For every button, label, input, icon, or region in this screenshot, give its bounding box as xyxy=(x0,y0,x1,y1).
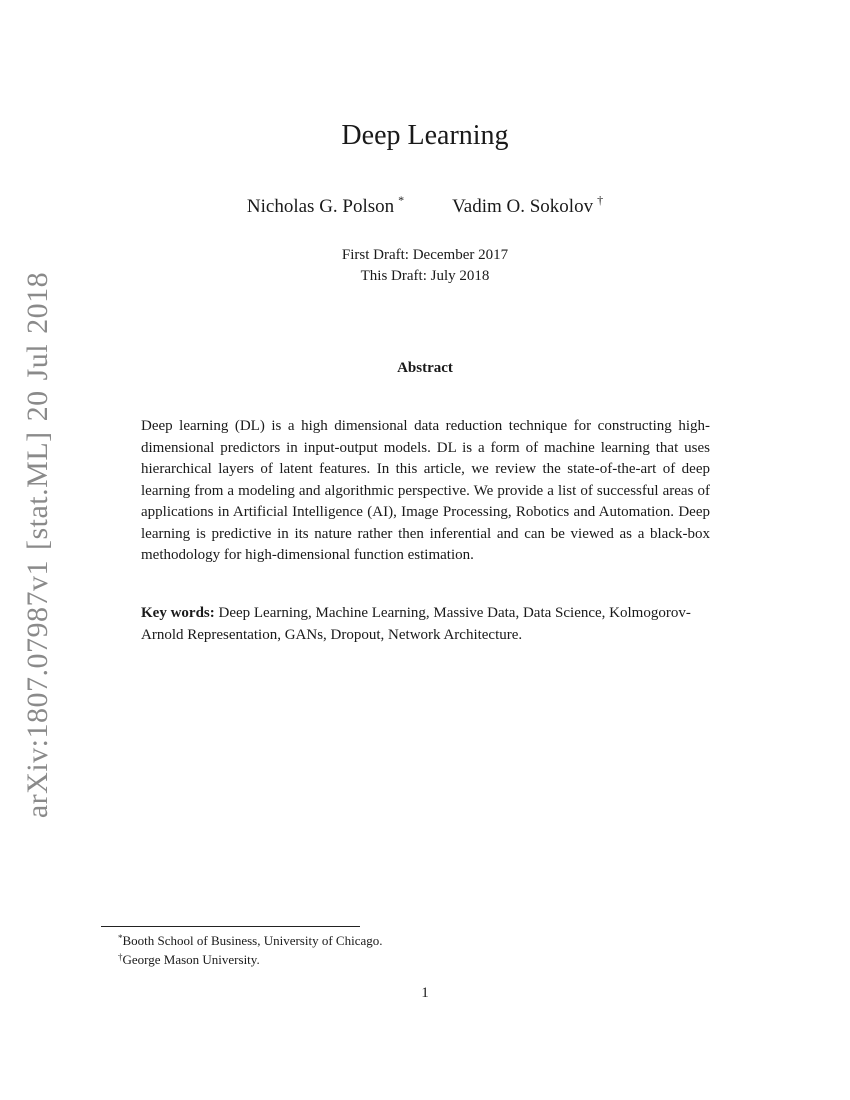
author-polson xyxy=(247,193,404,218)
footnote-text: George Mason University. xyxy=(122,952,260,967)
arxiv-identifier-stamp: arXiv:1807.07987v1 [stat.ML] 20 Jul 2018 xyxy=(21,271,54,819)
first-draft-date: First Draft: December 2017 xyxy=(341,247,509,263)
author-footnote-mark: * xyxy=(398,193,405,207)
footnote-text: Booth School of Business, University of Chicago. xyxy=(122,933,383,948)
author-name: Nicholas G. Polson xyxy=(246,196,395,217)
footnote-mark: † xyxy=(118,952,123,962)
page-number: 1 xyxy=(421,985,429,1001)
author-sokolov xyxy=(452,193,603,218)
this-draft-date: This Draft: July 2018 xyxy=(360,268,490,284)
keywords-label: Key words: xyxy=(141,605,215,621)
footnote-divider xyxy=(101,926,360,927)
keywords-text: Deep Learning, Machine Learning, Massive Data, Data Science, Kolmogorov-Arnold Representation, GANs, Dropout, Network Architecture. xyxy=(141,605,691,643)
author-footnote-mark: † xyxy=(597,193,604,207)
footnote-affiliation-sokolov xyxy=(118,949,383,968)
keywords xyxy=(141,603,731,646)
abstract-body: Deep learning (DL) is a high dimensional data reduction technique for constructing high-dimensional predictors in input-output models. DL is a form of machine learning that uses hierarchical layers of latent features. In this article, we review the state-of-the-art of deep learning from a modeling and algorithmic perspective. We provide a list of successful areas of applications in Artificial Intelligence (AI), Image Processing, Robotics and Automation. Deep learning is predictive in its nature rather then inferential and can be viewed as a black-box methodology for high-dimensional function estimation. xyxy=(141,418,710,563)
abstract-heading: Abstract xyxy=(397,360,453,376)
footnote-mark: * xyxy=(118,933,123,943)
paper-title: Deep Learning xyxy=(341,120,509,151)
footnotes xyxy=(118,930,383,968)
footnote-affiliation-polson xyxy=(118,930,383,949)
author-name: Vadim O. Sokolov xyxy=(452,196,594,217)
author-list xyxy=(0,193,850,218)
draft-dates xyxy=(0,245,850,287)
